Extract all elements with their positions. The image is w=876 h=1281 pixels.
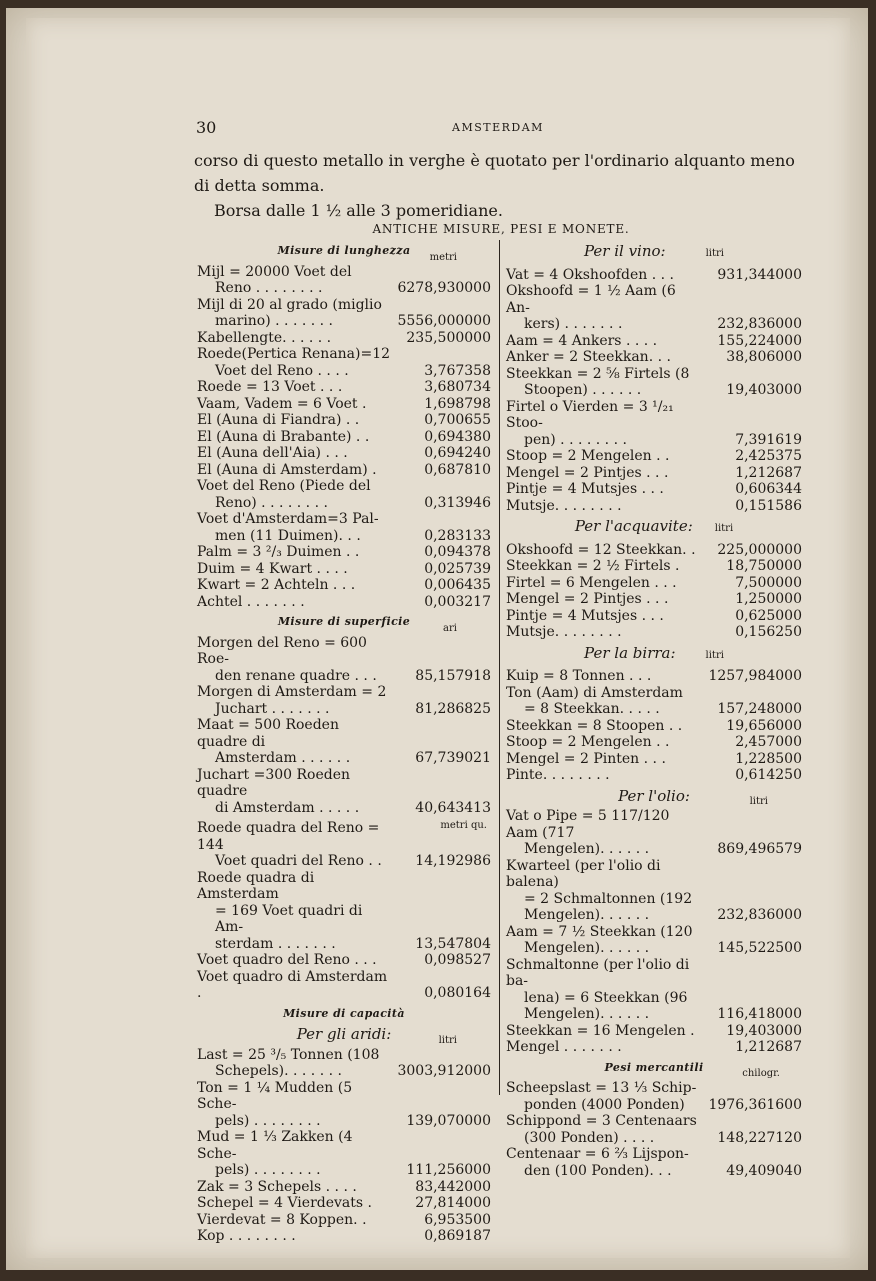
table-row: El (Auna di Fiandra) . . 0,700655 <box>197 412 491 428</box>
table-row: Ton = 1 ¼ Mudden (5 Sche- pels) . . . . . . . . 139,070000 <box>197 1079 491 1129</box>
table-row: chilogr. Scheepslast = 13 ⅓ Schip- ponden (4000 Ponden) 1976,361600 <box>506 1068 802 1113</box>
table-row: Stoop = 2 Mengelen . . 2,425375 <box>506 448 802 464</box>
table-row: metri qu. Roede quadra del Reno = 144 Voet quadri del Reno . . 14,192986 <box>197 820 491 869</box>
table-row: El (Auna di Brabante) . . 0,694380 <box>197 428 491 445</box>
table-row: Okshoofd = 1 ½ Aam (6 An- kers) . . . . . . . 232,836000 <box>506 283 802 332</box>
table-row: Voet del Reno (Piede del Reno) . . . . . . . . 0,313946 <box>197 478 491 511</box>
table-row: El (Auna dell'Aia) . . . 0,694240 <box>197 445 491 461</box>
subsection-heading: Per la birra: litri <box>584 643 724 662</box>
table-row: Pinte. . . . . . . . 0,614250 <box>506 767 802 783</box>
table-row: Firtel o Vierden = 3 ¹/₂₁ Stoo- pen) . . . . . . . . 7,391619 <box>506 398 802 448</box>
table-row: Okshoofd = 12 Steekkan. . 225,000000 <box>506 541 802 558</box>
page-number: 30 <box>196 118 217 137</box>
intro-paragraph <box>194 148 806 223</box>
table-row: metri Mijl = 20000 Voet del Reno . . . . . . . . 6278,930000 <box>197 251 491 296</box>
table-row: Mutsje. . . . . . . . 0,151586 <box>506 497 802 514</box>
table-title: ANTICHE MISURE, PESI E MONETE. <box>372 222 630 236</box>
table-row: Schmaltonne (per l'olio di ba- lena) = 6 Steekkan (96 Mengelen). . . . . . 116,418000 <box>506 956 802 1022</box>
table-row: Mengel = 2 Pinten . . . 1,228500 <box>506 750 802 767</box>
left-column <box>197 242 491 1245</box>
table-row: Kwarteel (per l'olio di balena) = 2 Schmaltonnen (192 Mengelen). . . . . . 232,836000 <box>506 857 802 923</box>
section-heading: Misure di lunghezza <box>277 244 411 257</box>
table-row: Aam = 7 ½ Steekkan (120 Mengelen). . . . . . 145,522500 <box>506 923 802 956</box>
intro-line: corso di questo metallo in verghe è quotato per l'ordinario alquanto meno <box>194 151 795 170</box>
unit-label: litri <box>705 649 724 661</box>
unit-label: metri qu. <box>440 820 487 831</box>
table-row: Maat = 500 Roeden quadre di Amsterdam . . . . . . 67,739021 <box>197 717 491 766</box>
table-row: Steekkan = 2 ½ Firtels . 18,750000 <box>506 558 802 574</box>
table-row: Mengel = 2 Pintjes . . . 1,212687 <box>506 464 802 481</box>
table-row: Palm = 3 ²/₃ Duimen . . 0,094378 <box>197 544 491 560</box>
table-row: Roede(Pertica Renana)=12 Voet del Reno . . . . 3,767358 <box>197 346 491 379</box>
subsection-heading: Per il vino: litri <box>583 242 725 260</box>
table-row: Aam = 4 Ankers . . . . 155,224000 <box>506 332 802 349</box>
table-row: Vaam, Vadem = 6 Voet . 1,698798 <box>197 395 491 412</box>
table-row: Morgen di Amsterdam = 2 Juchart . . . . . . . 81,286825 <box>197 684 491 717</box>
intro-line: di detta somma. <box>194 176 325 195</box>
unit-label: ari <box>443 622 457 634</box>
table-row: Vat = 4 Okshoofden . . . 931,344000 <box>506 266 802 283</box>
column-divider <box>499 240 500 1095</box>
table-row: Juchart =300 Roeden quadre di Amsterdam . . . . . 40,643413 <box>197 766 491 816</box>
running-title: AMSTERDAM <box>452 121 544 134</box>
subsection-heading: Per gli aridi: <box>296 1025 392 1043</box>
unit-label: litri <box>705 248 725 259</box>
table-row: Centenaar = 6 ⅔ Lijspon- den (100 Ponden). . . 49,409040 <box>506 1146 802 1179</box>
unit-label: chilogr. <box>742 1068 780 1079</box>
table-row: Mutsje. . . . . . . . 0,156250 <box>506 624 802 640</box>
table-row: Roede = 13 Voet . . . 3,680734 <box>197 379 491 395</box>
subsection-heading: Per l'olio: <box>618 786 690 805</box>
table-row: Voet quadro di Amsterdam . 0,080164 <box>197 968 491 1001</box>
table-row: Anker = 2 Steekkan. . . 38,806000 <box>506 349 802 365</box>
table-row: Stoop = 2 Mengelen . . 2,457000 <box>506 734 802 750</box>
subsection-heading: Per l'acquavite: litri <box>574 517 734 535</box>
table-row: Zak = 3 Schepels . . . . 83,442000 <box>197 1178 491 1195</box>
unit-label: metri <box>429 251 457 263</box>
table-row: Steekkan = 2 ⅝ Firtels (8 Stoopen) . . . . . . 19,403000 <box>506 365 802 398</box>
table-row: El (Auna di Amsterdam) . 0,687810 <box>197 461 491 478</box>
table-row: Kuip = 8 Tonnen . . . 1257,984000 <box>506 668 802 684</box>
table-row: Firtel = 6 Mengelen . . . 7,500000 <box>506 574 802 591</box>
table-row: Voet quadro del Reno . . . 0,098527 <box>197 952 491 968</box>
table-row: Steekkan = 8 Stoopen . . 19,656000 <box>506 717 802 734</box>
table-row: Schepel = 4 Vierdevats . 27,814000 <box>197 1195 491 1211</box>
unit-label: litri <box>749 796 768 807</box>
table-row: Vierdevat = 8 Koppen. . 6,953500 <box>197 1211 491 1228</box>
intro-line: Borsa dalle 1 ½ alle 3 pomeridiane. <box>214 201 503 220</box>
table-row: Kwart = 2 Achteln . . . 0,006435 <box>197 577 491 593</box>
table-row: Voet d'Amsterdam=3 Pal- men (11 Duimen). . . 0,283133 <box>197 511 491 544</box>
table-row: ari Morgen del Reno = 600 Roe- den renane quadre . . . 85,157918 <box>197 622 491 684</box>
unit-label: litri <box>438 1034 457 1046</box>
table-row: Kop . . . . . . . . 0,869187 <box>197 1228 491 1244</box>
table-row: Ton (Aam) di Amsterdam = 8 Steekkan. . . . . 157,248000 <box>506 684 802 717</box>
table-row: Duim = 4 Kwart . . . . 0,025739 <box>197 560 491 577</box>
table-row: Schippond = 3 Centenaars (300 Ponden) . . . . 148,227120 <box>506 1113 802 1146</box>
table-row: Mud = 1 ⅓ Zakken (4 Sche- pels) . . . . . . . . 111,256000 <box>197 1129 491 1178</box>
section-heading: Pesi mercantili <box>604 1060 704 1074</box>
table-row: Achtel . . . . . . . 0,003217 <box>197 593 491 610</box>
table-row: litri Last = 25 ³/₅ Tonnen (108 Schepels). . . . . . . 3003,912000 <box>197 1034 491 1079</box>
table-row: Pintje = 4 Mutsjes . . . 0,606344 <box>506 481 802 497</box>
section-heading: Misure di superficie <box>277 615 411 628</box>
table-row: Mijl di 20 al grado (miglio marino) . . . . . . . 5556,000000 <box>197 296 491 329</box>
unit-label: litri <box>714 523 734 534</box>
table-row: Mengel . . . . . . . 1,212687 <box>506 1039 802 1055</box>
right-column <box>506 242 802 1179</box>
table-row: Pintje = 4 Mutsjes . . . 0,625000 <box>506 607 802 624</box>
table-row: Roede quadra di Amsterdam = 169 Voet quadri di Am- sterdam . . . . . . . 13,547804 <box>197 869 491 952</box>
section-heading: Misure di capacità <box>283 1006 405 1020</box>
table-row: Mengel = 2 Pintjes . . . 1,250000 <box>506 591 802 607</box>
table-row: Steekkan = 16 Mengelen . 19,403000 <box>506 1022 802 1039</box>
table-row: Kabellengte. . . . . . 235,500000 <box>197 329 491 346</box>
running-head <box>196 118 806 136</box>
table-row: litri Vat o Pipe = 5 117/120 Aam (717 Mengelen). . . . . . 869,496579 <box>506 796 802 857</box>
